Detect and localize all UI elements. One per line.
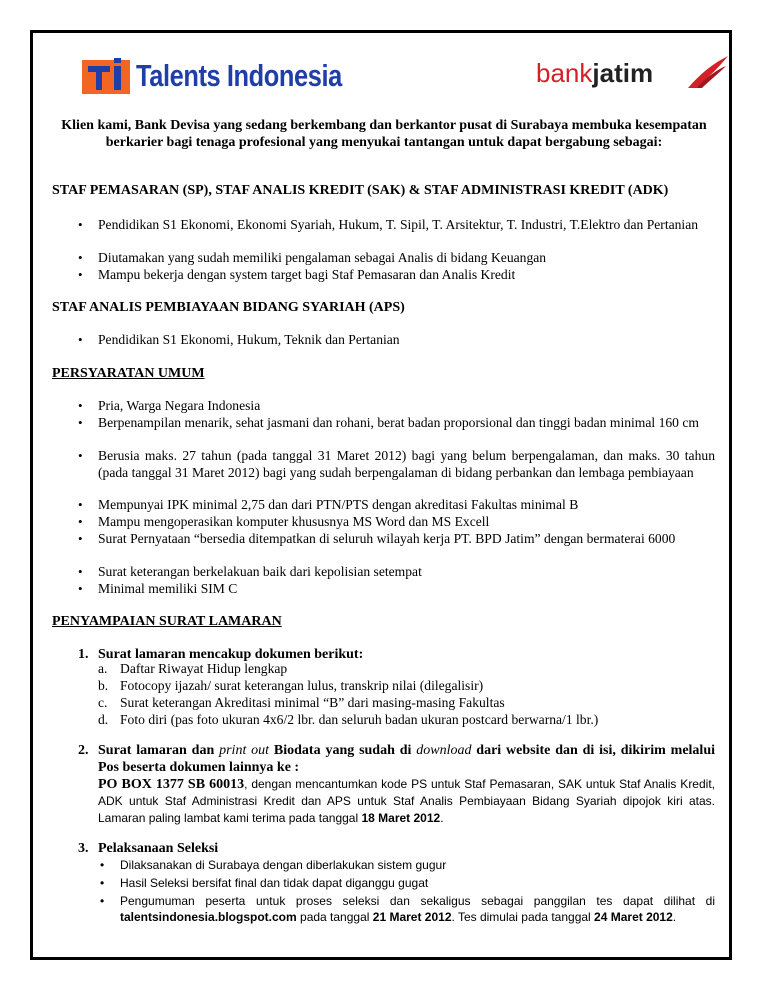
item-number: 3. bbox=[78, 841, 89, 856]
list-item: • Pendidikan S1 Ekonomi, Hukum, Teknik dan Pertanian bbox=[98, 332, 715, 349]
bank-jatim-logo bbox=[536, 58, 736, 98]
list-item: • Pendidikan S1 Ekonomi, Ekonomi Syariah, Hukum, T. Sipil, T. Arsitektur, T. Industri, T.Elektro dan Pertanian bbox=[98, 217, 715, 234]
po-box: PO BOX 1377 SB 60013 bbox=[98, 777, 245, 792]
list-item: • Dilaksanakan di Surabaya dengan diberlakukan sistem gugur bbox=[120, 857, 715, 873]
section-heading-aps: STAF ANALIS PEMBIAYAAN BIDANG SYARIAH (APS) bbox=[52, 300, 405, 315]
document-list-item: c. Surat keterangan Akreditasi minimal “B” dari masing-masing Fakultas bbox=[98, 695, 505, 710]
list-item: • Diutamakan yang sudah memiliki pengalaman sebagai Analis di bidang Keuangan bbox=[98, 250, 715, 267]
intro-paragraph: Klien kami, Bank Devisa yang sedang berkembang dan berkantor pusat di Surabaya membuka kesempatan berkarier bagi tenaga profesional yang menyukai tantangan untuk dapat bergabung sebagai: bbox=[61, 118, 707, 150]
bank-jatim-swoosh-icon bbox=[686, 54, 730, 90]
list-item: • Mampu bekerja dengan system target bagi Staf Pemasaran dan Analis Kredit bbox=[98, 267, 715, 284]
document-list-item: b. Fotocopy ijazah/ surat keterangan lulus, transkrip nilai (dilegalisir) bbox=[98, 678, 484, 693]
bank-jatim-logo-bank: bank bbox=[536, 58, 593, 88]
section-heading-persyaratan-umum: PERSYARATAN UMUM bbox=[52, 366, 205, 381]
list-item: • Surat keterangan berkelakuan baik dari kepolisian setempat bbox=[98, 564, 715, 581]
submission-step-title: Surat lamaran mencakup dokumen berikut: bbox=[98, 647, 364, 662]
item-number: 2. bbox=[78, 743, 89, 758]
list-item: • Mampu mengoperasikan komputer khususnya MS Word dan MS Excell bbox=[98, 514, 715, 531]
list-item: • Berpenampilan menarik, sehat jasmani dan rohani, berat badan proporsional dan tinggi badan minimal 160 cm bbox=[98, 415, 715, 432]
document-list-item: d. Foto diri (pas foto ukuran 4x6/2 lbr. dan seluruh badan ukuran postcard berwarna/1 lbr.) bbox=[98, 712, 599, 727]
bank-jatim-logo-jatim: jatim bbox=[592, 58, 654, 88]
document-list-item: a. Daftar Riwayat Hidup lengkap bbox=[98, 661, 288, 676]
blog-link: talentsindonesia.blogspot.com bbox=[120, 910, 297, 924]
talents-indonesia-logo-text: Talents Indonesia bbox=[136, 58, 342, 93]
section-heading-sp-sak-adk: STAF PEMASARAN (SP), STAF ANALIS KREDIT (SAK) & STAF ADMINISTRASI KREDIT (ADK) bbox=[52, 183, 669, 198]
list-item: • Surat Pernyataan “bersedia ditempatkan di seluruh wilayah kerja PT. BPD Jatim” dengan bermaterai 6000 bbox=[98, 531, 715, 548]
list-item: • Pria, Warga Negara Indonesia bbox=[98, 398, 715, 415]
list-item: • Berusia maks. 27 tahun (pada tanggal 31 Maret 2012) bagi yang belum berpengalaman, dan maks. 30 tahun (pada tanggal 31 Maret 2012) bagi yang sudah berpengalaman di bidang perbankan dan lembaga pembiayaan bbox=[98, 448, 715, 481]
list-item: • Pengumuman peserta untuk proses seleksi dan sekaligus sebagai panggilan tes dapat dilihat di talentsindonesia.blogspot.com pada tanggal 21 Maret 2012. Tes dimulai pada tanggal 24 Maret 2012. bbox=[120, 893, 715, 925]
selection-title: Pelaksanaan Seleksi bbox=[98, 841, 219, 856]
item-number: 1. bbox=[78, 647, 89, 662]
list-item: • Minimal memiliki SIM C bbox=[98, 581, 715, 598]
submission-instructions: Surat lamaran dan print out Biodata yang sudah di download dari website dan di isi, dikirim melalui Pos beserta dokumen lainnya ke : PO BOX 1377 SB 60013, dengan mencantumkan kode PS untuk Staf Pemasaran, SAK untuk Staf Analis Kredit, ADK untuk Staf Administrasi Kredit dan APS untuk Staf Analis Pembiayaan Bidang Syariah dipojok kiri atas. Lamaran paling lambat kami terima pada tanggal 18 Maret 2012. bbox=[98, 743, 715, 825]
list-item: • Mempunyai IPK minimal 2,75 dan dari PTN/PTS dengan akreditasi Fakultas minimal B bbox=[98, 497, 715, 514]
talents-indonesia-logo-icon bbox=[82, 56, 130, 96]
section-heading-penyampaian-surat-lamaran: PENYAMPAIAN SURAT LAMARAN bbox=[52, 614, 282, 629]
list-item: • Hasil Seleksi bersifat final dan tidak dapat diganggu gugat bbox=[120, 875, 715, 891]
